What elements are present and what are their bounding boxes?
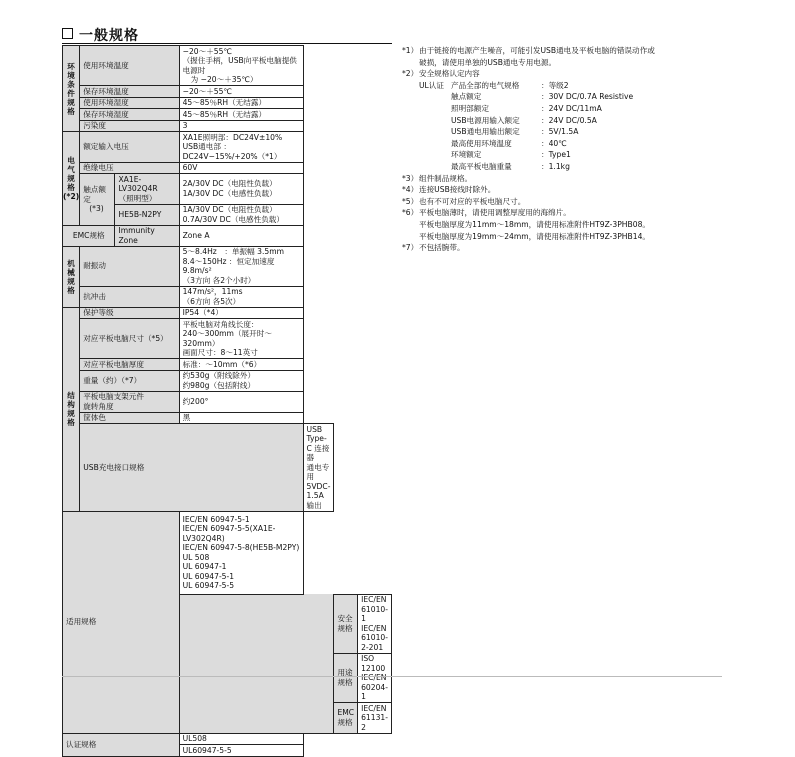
- row-label: EMC规格: [63, 225, 115, 246]
- row-sublabel: 安全规格: [334, 594, 358, 653]
- table-row: [63, 225, 392, 246]
- table-row: [63, 412, 392, 424]
- table-row: [63, 733, 392, 756]
- row-label: 认证规格: [63, 733, 180, 756]
- note-3: *3）组件制品规格。: [402, 173, 473, 183]
- spec-table: [62, 45, 392, 757]
- group-elec: 电 气 规 格 (*2): [63, 132, 80, 226]
- table-row: [63, 46, 392, 86]
- row-value: IP54（*4）: [179, 307, 303, 319]
- row-label: 耐振动: [80, 246, 179, 286]
- row-value: 45〜85％RH（无结露）: [179, 109, 303, 121]
- row-label: 保存环境湿度: [80, 109, 179, 121]
- title-rule: [62, 43, 392, 44]
- row-value: −20〜＋55℃ （握住手柄，USB向平板电脑提供电源时 为 −20〜＋35℃）: [179, 46, 303, 86]
- row-label: 使用环境温度: [80, 46, 179, 86]
- note-7: *7）不包括腕带。: [402, 243, 465, 253]
- row-value: IEC/EN 60947-5-1 IEC/EN 60947-5-5(XA1E-LV302Q4R) IEC/EN 60947-5-8(HE5B-M2PY) UL 508 UL 60947-1 UL 60947-5-1 UL 60947-5-5: [179, 511, 303, 594]
- table-row: [63, 132, 392, 163]
- table-row: [63, 246, 392, 286]
- note-6-cont: 平板电脑厚度为19mm〜24mm，请使用标准附件HT9Z-3PHB14。: [419, 231, 650, 241]
- table-row: [63, 370, 392, 391]
- table-row: [63, 97, 392, 109]
- ul-row: 触点额定 ：30V DC/0.7A Resistive: [451, 92, 634, 102]
- note-6: *6）平板电脑薄时，请使用调整厚度用的海绵片。: [402, 208, 571, 218]
- row-label: 重量（约）（*7）: [80, 370, 179, 391]
- footnotes: [402, 45, 722, 254]
- row-value: 约200°: [179, 391, 303, 412]
- row-value: UL508 UL60947-5-5: [179, 733, 303, 756]
- row-label: 使用环境湿度: [80, 97, 179, 109]
- row-value: ISO 12100 IEC/EN 60204-1: [358, 653, 392, 703]
- row-value: 约530g（附线除外） 约980g（包括附线）: [179, 370, 303, 391]
- table-row: [63, 424, 392, 512]
- row-label: 筐体色: [80, 412, 179, 424]
- table-row: [63, 286, 392, 307]
- row-label: 保存环境温度: [80, 86, 179, 98]
- row-value: 3: [179, 120, 303, 132]
- table-row: [63, 391, 392, 412]
- row-value: IEC/EN 61131-2: [358, 703, 392, 734]
- section-title-text: 一般规格: [79, 28, 139, 44]
- table-row: [63, 511, 392, 594]
- table-row: [63, 162, 392, 174]
- row-label: 保护等级: [80, 307, 179, 319]
- ul-row: USB通电用输出额定 ：5V/1.5A: [451, 127, 579, 137]
- group-env: 环 境 条 件 规 格: [63, 46, 80, 132]
- row-label: 适用规格: [63, 511, 180, 733]
- row-label: 额定输入电压: [80, 132, 179, 163]
- row-label: 污染度: [80, 120, 179, 132]
- table-row: [63, 174, 392, 205]
- row-value: 147m/s²，11ms （6方向 各5次）: [179, 286, 303, 307]
- ul-row: 照明部额定 ：24V DC/11mA: [451, 103, 602, 113]
- row-value: XA1E照明部：DC24V±10% USB通电部 ：DC24V−15%/+20%（*1）: [179, 132, 303, 163]
- ul-row: 最高平板电脑重量 ：1.1kg: [451, 161, 570, 171]
- group-mech: 机 械 规 格: [63, 246, 80, 307]
- group-struct: 结 构 规 格: [63, 307, 80, 511]
- checkbox-square-icon: [62, 28, 73, 39]
- note-2: *2）安全规格认定内容: [402, 69, 480, 79]
- table-row: [63, 319, 392, 359]
- note-4: *4）连接USB接线时除外。: [402, 185, 496, 195]
- row-sublabel: EMC规格: [334, 703, 358, 734]
- table-row: [63, 109, 392, 121]
- ul-row: USB电源用输入额定 ：24V DC/0.5A: [451, 115, 597, 125]
- row-value: 45〜85％RH（无结露）: [179, 97, 303, 109]
- row-label: 触点额定 (*3): [80, 174, 115, 226]
- table-row: [63, 86, 392, 98]
- row-sublabel: HE5B-N2PY: [115, 204, 179, 225]
- table-row: [63, 359, 392, 371]
- row-label: 抗冲击: [80, 286, 179, 307]
- row-sublabel: Immunity Zone: [115, 225, 179, 246]
- row-sublabel: 用途规格: [334, 653, 358, 703]
- row-value: IEC/EN 61010-1 IEC/EN 61010-2-201: [358, 594, 392, 653]
- row-value: 2A/30V DC（电阻性负载） 1A/30V DC（电感性负载）: [179, 174, 303, 205]
- row-value: 黑: [179, 412, 303, 424]
- row-value: 标准：〜10mm（*6）: [179, 359, 303, 371]
- ul-row: UL认证 产品全部的电气规格 ：等级2: [419, 80, 569, 90]
- page-bottom-rule: [62, 676, 722, 677]
- table-row: [63, 120, 392, 132]
- row-label: 绝缘电压: [80, 162, 179, 174]
- row-value: Zone A: [179, 225, 303, 246]
- section-title: [62, 25, 139, 45]
- row-value: 1A/30V DC（电阻性负载） 0.7A/30V DC（电感性负载）: [179, 204, 303, 225]
- row-value: 60V: [179, 162, 303, 174]
- note-5: *5）也有不可对应的平板电脑尺寸。: [402, 196, 526, 206]
- row-value: −20〜＋55℃: [179, 86, 303, 98]
- row-sublabel: XA1E-LV302Q4R （照明型）: [115, 174, 179, 205]
- row-value: 平板电脑对角线长度： 240〜300mm（展开时〜320mm） 画面尺寸：8〜11英寸: [179, 319, 303, 359]
- ul-row: 最高使用环境温度 ：40℃: [451, 138, 567, 148]
- ul-row: 环境额定 ：Type1: [451, 150, 571, 160]
- row-label: 平板电脑支架元件 旋转角度: [80, 391, 179, 412]
- note-1: *1）由于链接的电源产生噪音，可能引发USB通电及平板电脑的错误动作或: [402, 46, 655, 55]
- row-label: USB充电接口规格: [80, 424, 303, 512]
- row-value: 5〜8.4Hz ：单振幅 3.5mm 8.4〜150Hz ：恒定加速度 9.8m/s² （3方向 各2个小时）: [179, 246, 303, 286]
- table-row: [63, 307, 392, 319]
- note-1-cont: 破损，请使用单独的USB通电专用电源。: [419, 57, 557, 67]
- row-label: 对应平板电脑厚度: [80, 359, 179, 371]
- row-label: 对应平板电脑尺寸（*5）: [80, 319, 179, 359]
- row-value: USB Type-C 连接器 通电专用 5VDC-1.5A 输出: [303, 424, 334, 512]
- note-6-cont: 平板电脑厚度为11mm〜18mm，请使用标准附件HT9Z-3PHB08。: [419, 219, 650, 229]
